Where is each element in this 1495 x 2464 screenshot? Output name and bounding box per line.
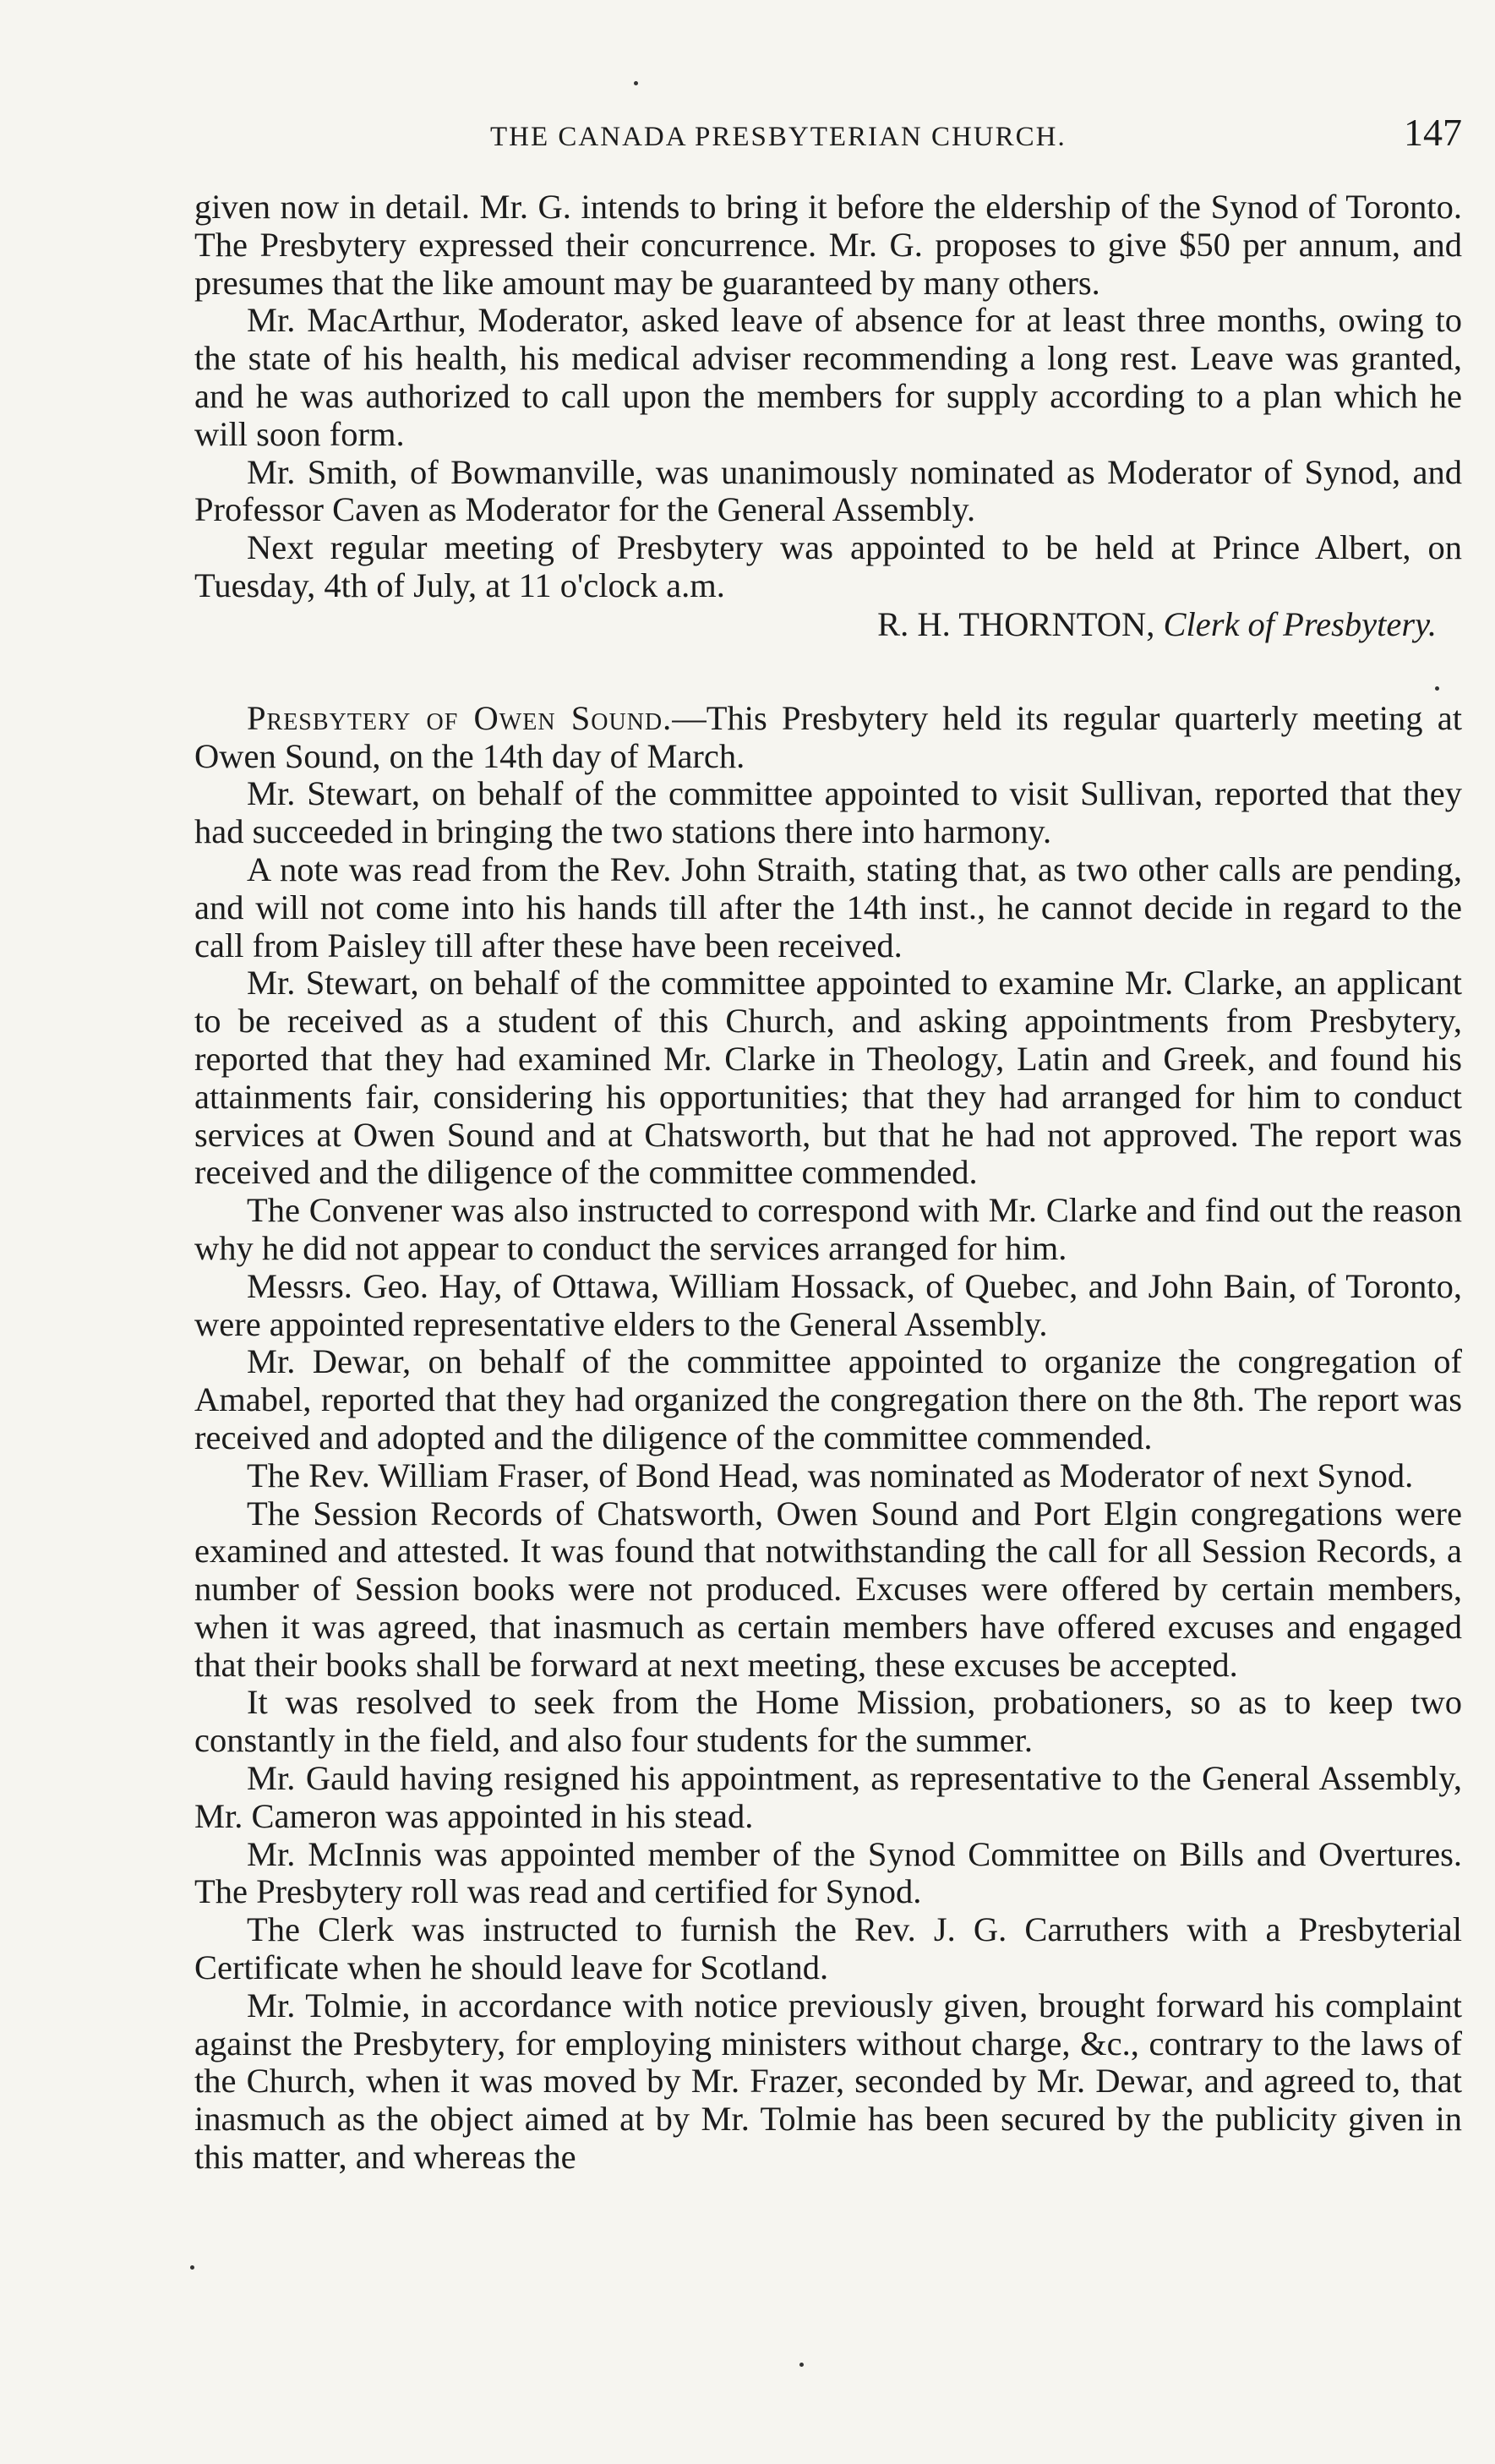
paragraph: Messrs. Geo. Hay, of Ottawa, William Hossack, of Quebec, and John Bain, of Toronto, were appointed representative elders to the General Assembly. [194,1266,1462,1343]
paragraph: The Clerk was instructed to furnish the Rev. J. G. Carruthers with a Presbyterial Certificate when he should leave for Scotland. [194,1910,1462,1987]
paragraph: The Convener was also instructed to correspond with Mr. Clarke and find out the reason why he did not appear to conduct the services arranged for him. [194,1191,1462,1267]
signature-line [194,605,1462,644]
paragraph: given now in detail. Mr. G. intends to bring it before the eldership of the Synod of Toronto. The Presbytery expressed their concurrence. Mr. G. proposes to give $50 per annum, and presumes that the like amount may be guaranteed by many others. [194,188,1462,302]
signature-name: R. H. THORNTON, [877,604,1155,643]
paragraph: Mr. Gauld having resigned his appointment, as representative to the General Assembly, Mr. Cameron was appointed in his stead. [194,1759,1462,1835]
page-number: 147 [1404,111,1462,154]
section-divider [194,644,1462,700]
paragraph: Mr. McInnis was appointed member of the Synod Committee on Bills and Overtures. The Presbytery roll was read and certified for Synod. [194,1834,1462,1911]
paragraph: Mr. Dewar, on behalf of the committee appointed to organize the congregation of Amabel, reported that they had organized the congregation there on the 8th. The report was received and adopted and the diligence of the committee commended. [194,1342,1462,1456]
print-speck [190,2265,194,2270]
paragraph: The Rev. William Fraser, of Bond Head, was nominated as Moderator of next Synod. [247,1456,1414,1494]
lead-text: —This Presbytery held its regular quarterly meeting at Owen Sound, on the 14th day of March. [194,698,1462,775]
paragraph: Mr. Tolmie, in accordance with notice previously given, brought forward his complaint against the Presbytery, for employing ministers without charge, &c., contrary to the laws of the Church, when it was moved by Mr. Frazer, seconded by Mr. Dewar, and agreed to, that inasmuch as the object aimed at by Mr. Tolmie has been secured by the publicity given in this matter, and whereas the [194,1986,1462,2177]
section-heading: Presbytery of Owen Sound. [247,698,673,737]
print-speck [799,2363,804,2367]
print-speck [634,81,638,85]
section-owen-sound [194,700,1462,2177]
paragraph: Next regular meeting of Presbytery was appointed to be held at Prince Albert, on Tuesday, 4th of July, at 11 o'clock a.m. [194,528,1462,604]
paragraph: Mr. Stewart, on behalf of the committee appointed to visit Sullivan, reported that they had succeeded in bringing the two stations there into harmony. [194,774,1462,851]
signature-role: Clerk of Presbytery. [1163,604,1437,643]
running-title: THE CANADA PRESBYTERIAN CHURCH. [490,122,1067,152]
paragraph: Mr. Smith, of Bowmanville, was unanimously nominated as Moderator of Synod, and Professor Caven as Moderator for the General Assembly. [194,452,1462,529]
paragraph: The Session Records of Chatsworth, Owen Sound and Port Elgin congregations were examined and attested. It was found that notwithstanding the call for all Session Records, a number of Session books were not produced. Excuses were offered by certain members, when it was agreed, that inasmuch as certain members have offered excuses and engaged that their books shall be forward at next meeting, these excuses be accepted. [194,1494,1462,1684]
section-thornton-report [194,188,1462,644]
paragraph: It was resolved to seek from the Home Mission, probationers, so as to keep two constantly in the field, and also four students for the summer. [194,1683,1462,1760]
paragraph: Mr. Stewart, on behalf of the committee appointed to examine Mr. Clarke, an applicant to be received as a student of this Church, and asking appointments from Presbytery, reported that they had examined Mr. Clarke in Theology, Latin and Greek, and found his attainments fair, considering his opportunities; that they had arranged for him to conduct services at Owen Sound and at Chatsworth, but that he had not approved. The report was received and the diligence of the committee commended. [194,964,1462,1192]
paragraph: Mr. MacArthur, Moderator, asked leave of absence for at least three months, owing to the state of his health, his medical adviser recommending a long rest. Leave was granted, and he was authorized to call upon the members for supply according to a plan which he will soon form. [194,301,1462,453]
paragraph: A note was read from the Rev. John Straith, stating that, as two other calls are pending, and will not come into his hands till after the 14th inst., he cannot decide in regard to the call from Paisley till after these have been received. [194,850,1462,964]
paragraph [194,700,1462,776]
running-header [194,110,1462,155]
document-page [194,110,1462,2177]
